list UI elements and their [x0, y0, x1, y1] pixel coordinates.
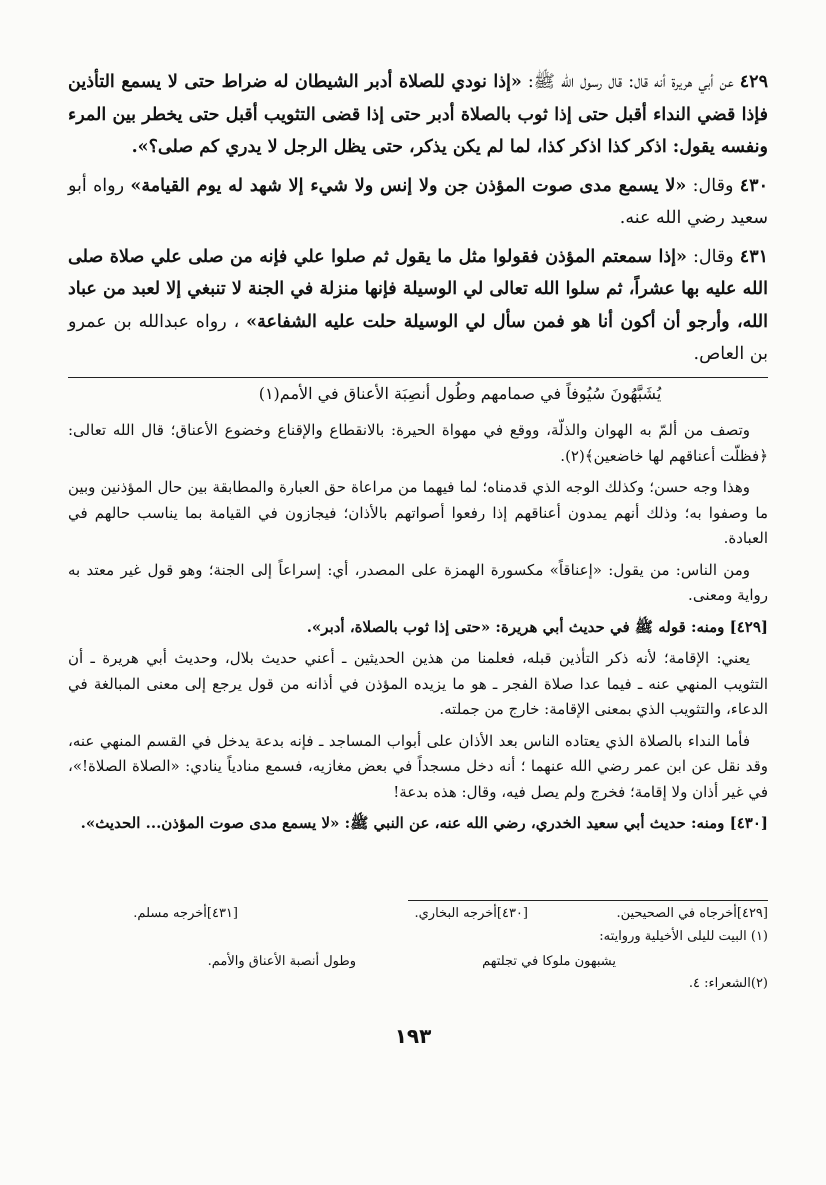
- hadith-text: «إذا نودي للصلاة أدبر الشيطان له ضراط حتى لا يسمع التأذين فإذا قضي النداء أقبل حتى إذا ثوب بالصلاة أدبر حتى إذا قضى التثويب أقبل حتى يخطر بين المرء ونفسه يقول: اذكر كذا اذكر كذا، لما لم يكن يذكر، حتى يظل الرجل لا يدري كم صلى؟».: [68, 72, 768, 157]
- commentary-paragraph: وهذا وجه حسن؛ وكذلك الوجه الذي قدمناه؛ لما فيهما من مراعاة حق العبارة والمطابقة بين حال المؤذنين وبين ما وصفوا به؛ وذلك أنهم يمدون أعناقهم إذا رفعوا أصواتهم بالأذان؛ فيجازون في القيامة بما يناسب حالهم في العبادة.: [68, 478, 768, 547]
- footnote-verse-b: وطول أنصبة الأعناق والأمم.: [207, 954, 356, 969]
- page-number: ١٩٣: [394, 1024, 432, 1048]
- hadith-tail: ، رواه عبدالله بن عمرو بن العاص.: [68, 311, 768, 364]
- hadith-lead: وقال:: [692, 246, 734, 267]
- commentary-paragraph: ومن الناس: من يقول: «إعناقاً» مكسورة الهمزة على المصدر، أي: إسراعاً إلى الجنة؛ وهو قول غير معتد به رواية ومعنى.: [68, 560, 768, 604]
- hadith-number: ٤٣١: [739, 246, 768, 267]
- hadith-number: ٤٣٠: [739, 175, 768, 196]
- hadith-text: «لا يسمع مدى صوت المؤذن جن ولا إنس ولا شيء إلا شهد له يوم القيامة»: [130, 175, 687, 196]
- footnote-2: (٢)الشعراء: ٤.: [688, 976, 768, 991]
- footnote-429: [٤٢٩]أخرجاه في الصحيحين.: [616, 906, 768, 921]
- section-divider: [68, 377, 768, 378]
- commentary-paragraph: فأما النداء بالصلاة الذي يعتاده الناس بعد الأذان على أبواب المساجد ـ فإنه بدعة يدخل في القسم المنهي عنه، وقد نقل عن ابن عمر رضي الله عنهما ؛ أنه دخل مسجداً في بعض مغازيه، فسمع منادياً ينادي: «الصلاة الصلاة!»، في غير أذان ولا إقامة؛ فخرج ولم يصل فيه، وقال: هذه بدعة!: [68, 731, 768, 801]
- hadith-431: [68, 241, 768, 371]
- commentary-section: [68, 418, 768, 843]
- hadith-429: [68, 66, 768, 164]
- hadith-430: [68, 170, 768, 235]
- footnote-divider: [408, 900, 768, 901]
- hadith-lead: عن أبي هريرة أنه قال: قال رسول الله ﷺ:: [527, 72, 734, 92]
- footnote-verse-a: يشبهون ملوكا في تجلتهم: [482, 954, 616, 969]
- hadith-tail: رواه أبو سعيد رضي الله عنه.: [68, 175, 768, 228]
- commentary-paragraph: يعني: الإقامة؛ لأنه ذكر التأذين قبله، فعلمنا من هذين الحديثين ـ أعني حديث بلال، وحديث أبي هريرة ـ أن التثويب المنهي عنه ـ فيما عدا صلاة الفجر ـ هو ما يزيده المؤذن في أذانه من قول يرجع إلى معنى المبالغة في الدعاء، والتثويب الذي بمعنى الإقامة: خارج من جملته.: [68, 649, 768, 718]
- footnote-431: [٤٣١]أخرجه مسلم.: [133, 906, 238, 921]
- hadith-number: ٤٢٩: [739, 72, 768, 92]
- footnote-430: [٤٣٠]أخرجه البخاري.: [414, 906, 528, 921]
- hadith-text: «إذا سمعتم المؤذن فقولوا مثل ما يقول ثم صلوا علي فإنه من صلى علي صلاة صلى الله عليه بها عشراً، ثم سلوا الله تعالى لي الوسيلة فإنها منزلة في الجنة لا تنبغي إلا لعبد من عباد الله، وأرجو أن أكون أنا هو فمن سأل لي الوسيلة حلت عليه الشفاعة»: [68, 246, 769, 332]
- footnote-1: (١) البيت لليلى الأخيلية وروايته:: [599, 929, 768, 944]
- hadith-section: [68, 66, 768, 371]
- poetry-verse: يُشَبَّهُونَ سُيُوفاً في صمامهم وطُول أنصِبَة الأعناق في الأمم(١): [258, 384, 662, 403]
- commentary-paragraph: [٤٣٠] ومنه: حديث أبي سعيد الخدري، رضي الله عنه، عن النبي ﷺ: «لا يسمع مدى صوت المؤذن... الحديث».: [80, 814, 768, 832]
- commentary-paragraph: [٤٢٩] ومنه: قوله ﷺ في حديث أبي هريرة: «حتى إذا ثوب بالصلاة، أدبر».: [306, 617, 768, 636]
- hadith-lead: وقال:: [692, 175, 734, 196]
- commentary-paragraph: وتصف من ألمّ به الهوان والذلّة، ووقع في مهواة الحيرة: بالانقطاع والإقناع وخضوع الأعناق؛ قال الله تعالى: ﴿فظلّت أعناقهم لها خاضعين﴾(٢).: [68, 421, 768, 465]
